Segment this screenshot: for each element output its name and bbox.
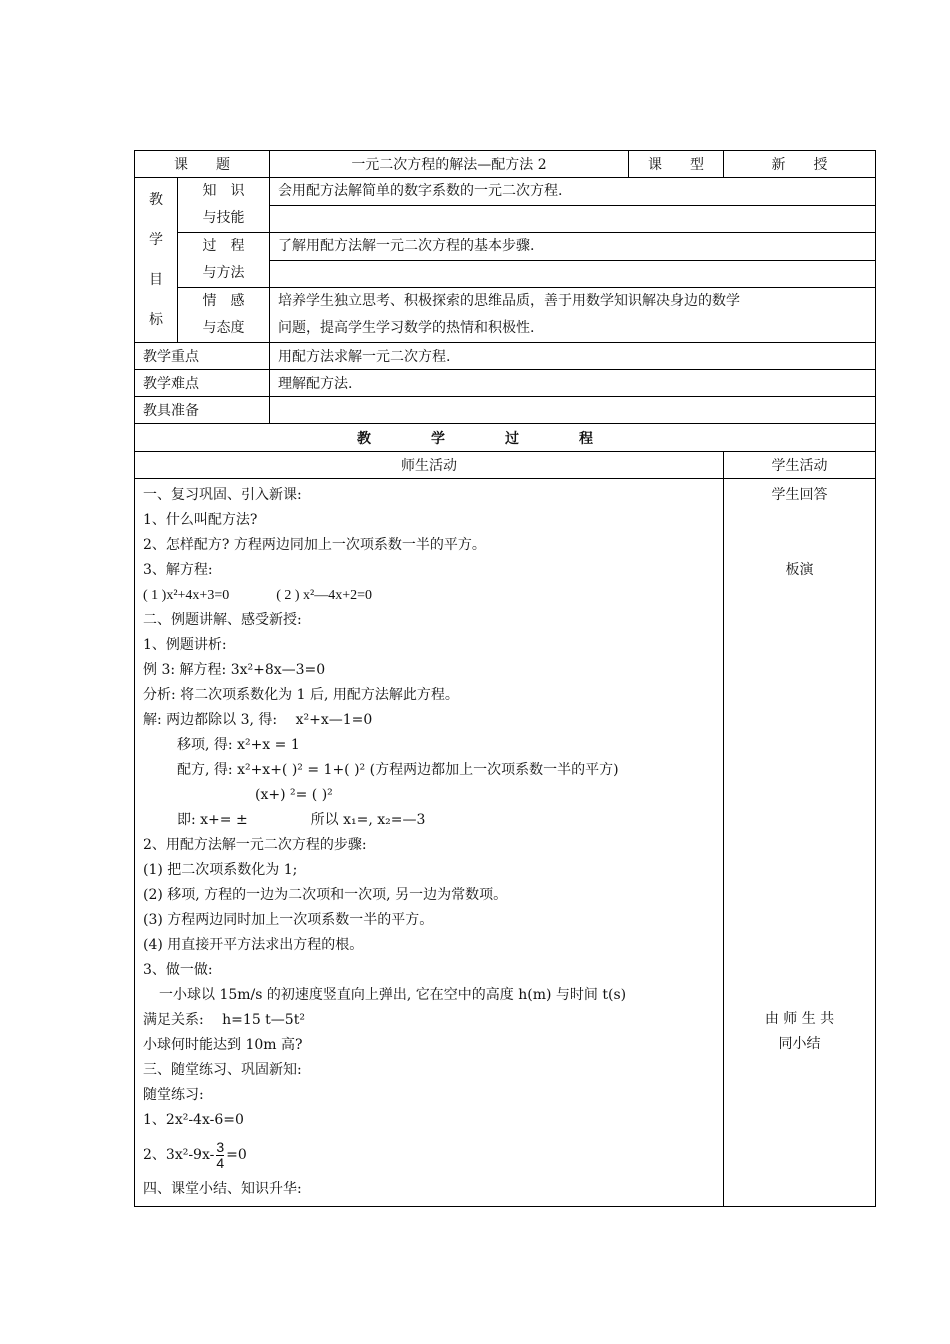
example: 例 3: 解方程: 3x²+8x—3=0 <box>143 662 326 678</box>
process-label: 过 程 与方法 <box>178 233 270 288</box>
problem-text: 小球何时能达到 10m 高? <box>143 1037 303 1053</box>
student-note: 同小结 <box>778 1036 821 1052</box>
difficulty-text: 理解配方法. <box>270 370 876 397</box>
step: (2) 移项, 方程的一边为二次项和一次项, 另一边为常数项。 <box>143 887 508 903</box>
objective-process-row <box>135 233 876 288</box>
step: (1) 把二次项系数化为 1; <box>143 862 298 878</box>
student-activity-cell <box>724 479 876 1207</box>
student-note: 由 师 生 共 <box>764 1011 835 1027</box>
solution-line: 解: 两边都除以 3, 得: x²+x—1=0 <box>143 712 373 728</box>
topic-row <box>135 151 876 178</box>
key-point-text: 用配方法求解一元二次方程. <box>270 343 876 370</box>
prep-row <box>135 397 876 424</box>
practice-item: 2、3x²-9x- $\frac{3}{4}$ =0 <box>143 1138 247 1171</box>
student-note: 板演 <box>785 562 814 578</box>
analysis: 分析: 将二次项系数化为 1 后, 用配方法解此方程。 <box>143 687 459 703</box>
subsection: 3、做一做: <box>143 962 213 978</box>
solution-part: 所以 x₁=, x₂=—3 <box>310 812 426 828</box>
teacher-column-header: 师生活动 <box>135 452 724 479</box>
step: (3) 方程两边同时加上一次项系数一半的平方。 <box>143 912 434 928</box>
type-value: 新 授 <box>724 151 876 178</box>
solution-line <box>143 808 715 833</box>
knowledge-text: 会用配方法解简单的数字系数的一元二次方程. <box>270 178 876 233</box>
solution-part: 即: x+= ± <box>177 812 248 828</box>
process-title: 教学过程 <box>135 424 876 452</box>
prep-label: 教具准备 <box>135 397 270 424</box>
question: 2、怎样配方? 方程两边同加上一次项系数一半的平方。 <box>143 537 486 553</box>
type-label: 课 型 <box>629 151 724 178</box>
difficulty-label: 教学难点 <box>135 370 270 397</box>
topic-label: 课 题 <box>135 151 270 178</box>
problem-text: 满足关系: h=15 t—5t² <box>143 1012 305 1028</box>
subsection: 1、例题讲析: <box>143 637 227 653</box>
process-text: 了解用配方法解一元二次方程的基本步骤. <box>270 233 876 288</box>
question: 1、什么叫配方法? <box>143 512 258 528</box>
equation: ( 2 ) x²—4x+2=0 <box>276 588 373 603</box>
section-heading: 三、随堂练习、巩固新知: <box>143 1062 302 1078</box>
emotion-label: 情 感 与态度 <box>178 288 270 343</box>
process-column-headers <box>135 452 876 479</box>
teacher-activity-cell <box>135 479 724 1207</box>
process-body-row <box>135 479 876 1207</box>
objective-knowledge-row <box>135 178 876 233</box>
section-heading: 二、例题讲解、感受新授: <box>143 612 302 628</box>
equation: ( 1 )x²+4x+3=0 <box>143 588 230 603</box>
solution-line: (x+) ²= ( )² <box>255 787 333 803</box>
subsection: 随堂练习: <box>143 1087 204 1103</box>
emotion-text: 培养学生独立思考、积极探索的思维品质，善于用数学知识解决身边的数学 问题，提高学生学习数学的热情和积极性. <box>270 288 876 343</box>
practice-item: 1、2x²-4x-6=0 <box>143 1112 244 1128</box>
subsection: 2、用配方法解一元二次方程的步骤: <box>143 837 367 853</box>
step: (4) 用直接开平方法求出方程的根。 <box>143 937 364 953</box>
fraction: $\frac{3}{4}$ <box>216 1138 225 1171</box>
question: 3、解方程: <box>143 562 213 578</box>
side-char: 标 <box>149 312 163 328</box>
knowledge-label: 知 识 与技能 <box>178 178 270 233</box>
key-point-label: 教学重点 <box>135 343 270 370</box>
key-point-row <box>135 343 876 370</box>
side-char: 目 <box>149 272 163 288</box>
solution-line: 配方, 得: x²+x+( )² = 1+( )² (方程两边都加上一次项系数一半的平方) <box>177 762 619 778</box>
objectives-side-label <box>135 178 178 343</box>
student-note: 学生回答 <box>771 487 828 503</box>
difficulty-row <box>135 370 876 397</box>
section-heading: 四、课堂小结、知识升华: <box>143 1181 302 1197</box>
lesson-plan-table <box>134 150 876 1207</box>
side-char: 学 <box>149 232 163 248</box>
process-title-row <box>135 424 876 452</box>
section-heading: 一、复习巩固、引入新课: <box>143 487 302 503</box>
prep-text <box>270 397 876 424</box>
equation-pair <box>143 583 715 608</box>
topic-value: 一元二次方程的解法—配方法 2 <box>270 151 629 178</box>
student-column-header: 学生活动 <box>724 452 876 479</box>
objective-emotion-row <box>135 288 876 343</box>
problem-text: 一小球以 15m/s 的初速度竖直向上弹出, 它在空中的高度 h(m) 与时间 t(s) <box>159 987 627 1003</box>
solution-line: 移项, 得: x²+x = 1 <box>177 737 300 753</box>
side-char: 教 <box>149 192 163 208</box>
